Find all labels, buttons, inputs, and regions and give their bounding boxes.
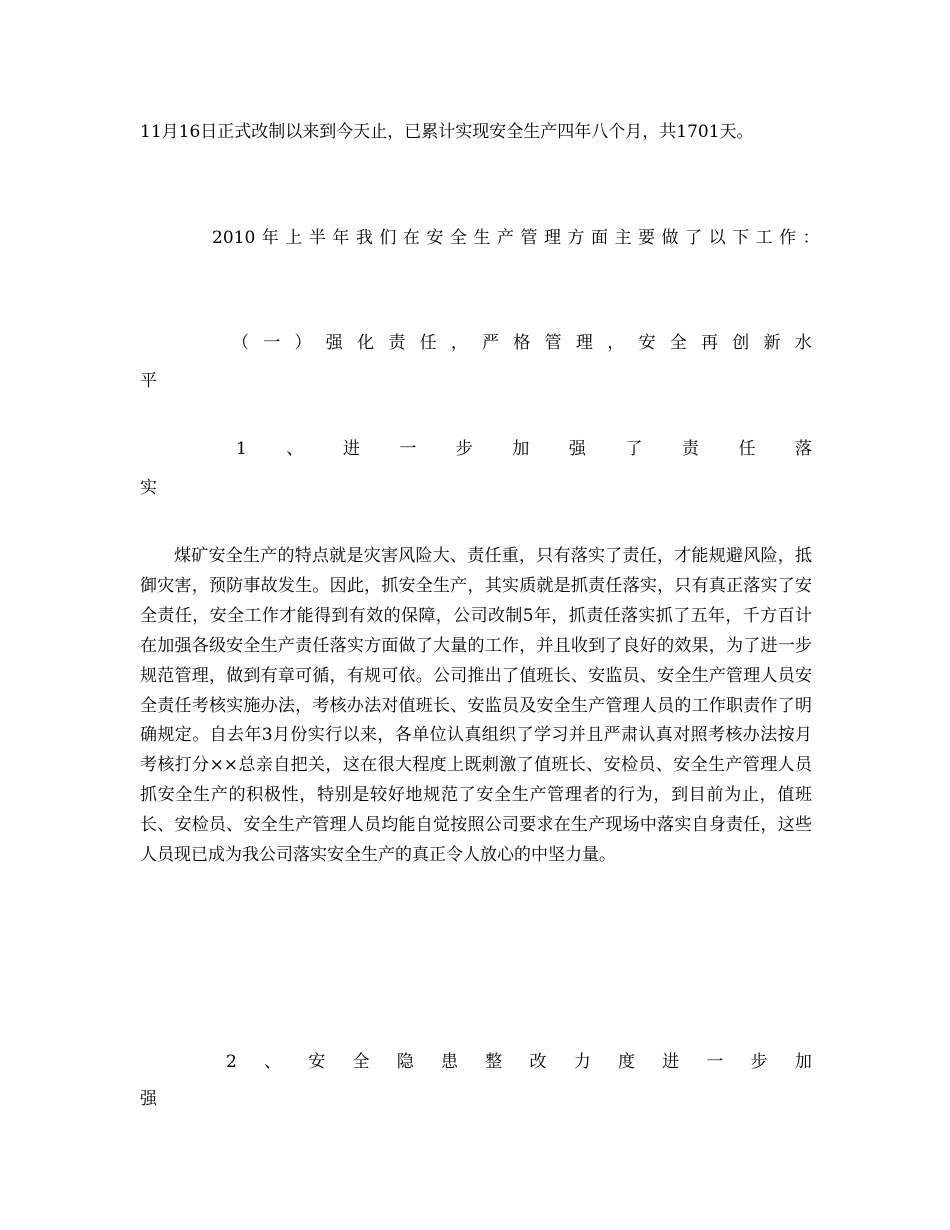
subheading-1: 1 、 进 一 步 加 强 了 责 任 落 bbox=[236, 439, 812, 459]
subheading-1-tail: 实 bbox=[140, 478, 157, 498]
body-paragraph: 煤矿安全生产的特点就是灾害风险大、责任重，只有落实了责任，才能规避风险，抵御灾害，预防事故发生。因此，抓安全生产，其实质就是抓责任落实，只有真正落实了安全责任，安全工作才能得到有效的保障，公司改制5年，抓责任落实抓了五年，千方百计在加强各级安全生产责任落实方面做了大量的工作，并且收到了良好的效果，为了进一步规范管理，做到有章可循，有规可依。公司推出了值班长、安监员、安全生产管理人员安全责任考核实施办法，考核办法对值班长、安监员及安全生产管理人员的工作职责作了明确规定。自去年3月份实行以来，各单位认真组织了学习并且严肃认真对照考核办法按月考核打分××总亲自把关，这在很大程度上既刺激了值班长、安检员、安全生产管理人员抓安全生产的积极性，特别是较好地规范了安全生产管理者的行为，到目前为止，值班长、安检员、安全生产管理人员均能自觉按照公司要求在生产现场中落实自身责任，这些人员现已成为我公司落实安全生产的真正令人放心的中坚力量。 bbox=[140, 546, 812, 866]
text-line-intro: 11月16日正式改制以来到今天止，已累计实现安全生产四年八个月，共1701天。 bbox=[140, 122, 754, 142]
section-heading-1-tail: 平 bbox=[140, 371, 157, 391]
subheading-2-tail: 强 bbox=[140, 1089, 157, 1109]
text-line-summary: 2010 年 上 半 年 我 们 在 安 全 生 产 管 理 方 面 主 要 做 了 以 下 工 作 ： bbox=[212, 228, 820, 248]
subheading-2: 2 、 安 全 隐 患 整 改 力 度 进 一 步 加 bbox=[226, 1052, 812, 1072]
section-heading-1: （ 一 ） 强 化 责 任 ， 严 格 管 理 ， 安 全 再 创 新 水 bbox=[232, 333, 812, 353]
